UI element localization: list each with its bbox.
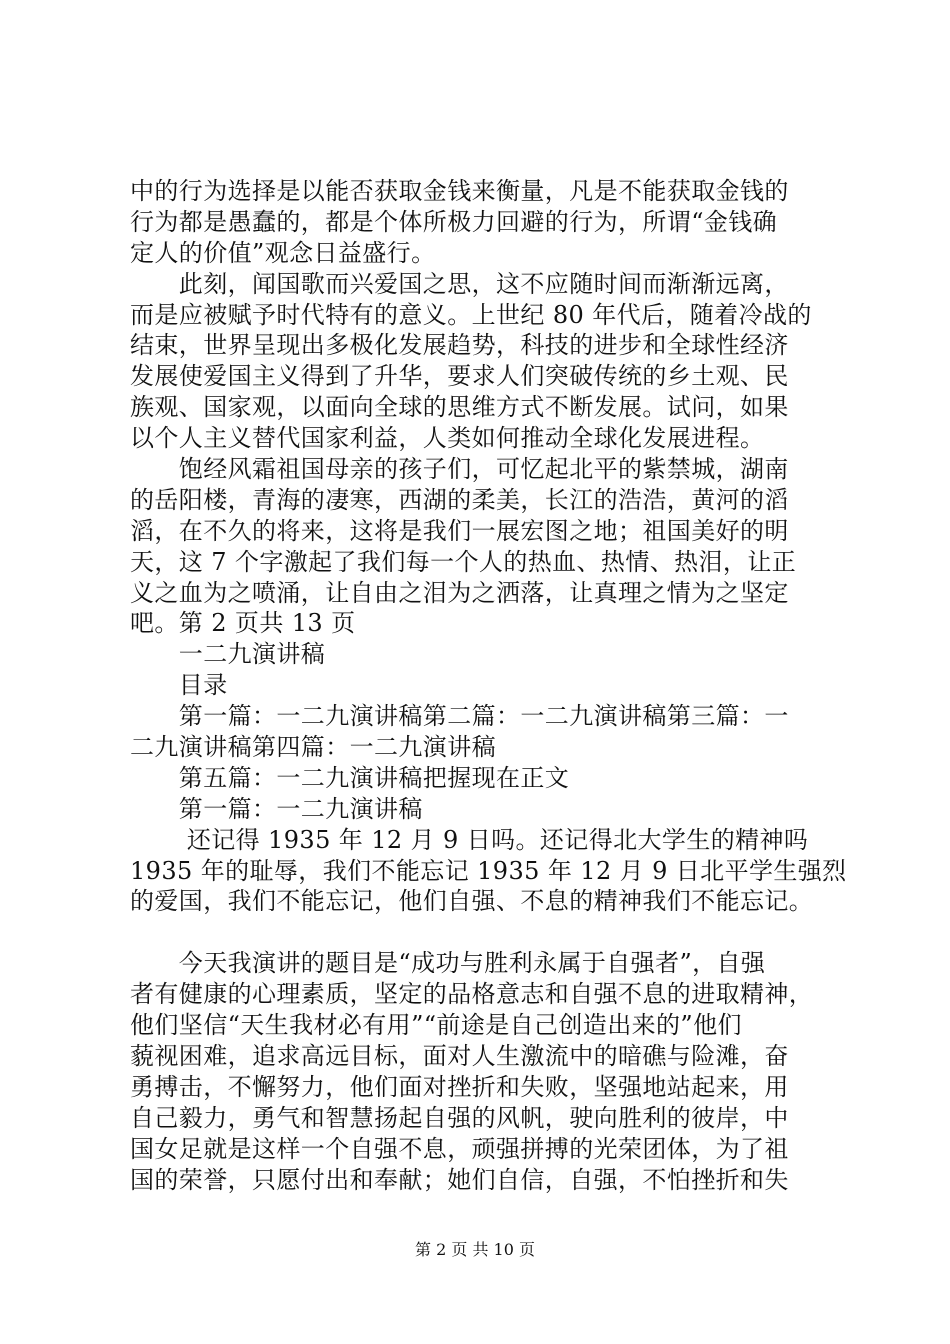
paragraph-gap — [130, 917, 835, 948]
text-line: 的爱国，我们不能忘记，他们自强、不息的精神我们不能忘记。 — [130, 887, 814, 916]
text-line: 中的行为选择是以能否获取金钱来衡量，凡是不能获取金钱的 — [130, 177, 789, 205]
text-line: 以个人主义替代国家利益，人类如何推动全球化发展进程。 — [130, 424, 765, 453]
text-line: 还记得 1935 年 12 月 9 日吗。还记得北大学生的精神吗 — [130, 825, 809, 854]
text-line: 自己毅力，勇气和智慧扬起自强的风帆，驶向胜利的彼岸，中 — [130, 1103, 789, 1132]
text-line: 他们坚信“天生我材必有用”“前途是自己创造出来的”他们 — [130, 1011, 742, 1040]
text-line: 天，这 7 个字激起了我们每一个人的热血、热情、热泪，让正 — [130, 547, 797, 576]
text-line: 滔，在不久的将来，这将是我们一展宏图之地；祖国美好的明 — [130, 516, 789, 545]
text-line: 义之血为之喷涌，让自由之泪为之洒落，让真理之情为之坚定 — [130, 578, 789, 607]
text-line: 而是应被赋予时代特有的意义。上世纪 80 年代后，随着冷战的 — [130, 300, 812, 329]
text-line: 国女足就是这样一个自强不息，顽强拼搏的光荣团体，为了祖 — [130, 1134, 789, 1163]
text-line: 行为都是愚蠢的，都是个体所极力回避的行为，所谓“金钱确 — [130, 207, 778, 236]
text-line: 藐视困难，追求高远目标，面对人生激流中的暗礁与险滩，奋 — [130, 1041, 789, 1070]
text-line: 吧。第 2 页共 13 页 — [130, 609, 356, 638]
body-text — [130, 176, 847, 1195]
text-line: 发展使爱国主义得到了升华，要求人们突破传统的乡土观、民 — [130, 362, 789, 391]
text-line: 者有健康的心理素质，坚定的品格意志和自强不息的进取精神， — [130, 980, 814, 1009]
chapter-heading: 第一篇：一二九演讲稿 — [130, 794, 423, 823]
section-heading: 一二九演讲稿 — [130, 640, 326, 669]
text-line: 结束，世界呈现出多极化发展趋势，科技的进步和全球性经济 — [130, 331, 789, 360]
text-line: 此刻，闻国歌而兴爱国之思，这不应随时间而渐渐远离， — [130, 269, 789, 298]
toc-entry: 第五篇：一二九演讲稿把握现在正文 — [130, 763, 570, 792]
text-line: 1935 年的耻辱，我们不能忘记 1935 年 12 月 9 日北平学生强烈 — [130, 856, 847, 885]
page-footer: 第 2 页 共 10 页 — [415, 1240, 535, 1259]
text-line: 今天我演讲的题目是“成功与胜利永属于自强者”，自强 — [130, 949, 766, 978]
text-line: 国的荣誉，只愿付出和奉献；她们自信，自强，不怕挫折和失 — [130, 1165, 789, 1194]
text-line: 族观、国家观，以面向全球的思维方式不断发展。试问，如果 — [130, 393, 789, 422]
text-line: 定人的价值”观念日益盛行。 — [130, 238, 436, 267]
toc-heading: 目录 — [130, 671, 228, 700]
text-line: 勇搏击，不懈努力，他们面对挫折和失败，坚强地站起来，用 — [130, 1072, 789, 1101]
toc-entry: 第一篇：一二九演讲稿第二篇：一二九演讲稿第三篇：一 — [130, 702, 789, 731]
toc-entry: 二九演讲稿第四篇：一二九演讲稿 — [130, 733, 496, 762]
text-line: 的岳阳楼，青海的凄寒，西湖的柔美，长江的浩浩，黄河的滔 — [130, 485, 789, 514]
text-line: 饱经风霜祖国母亲的孩子们，可忆起北平的紫禁城，湖南 — [130, 455, 789, 484]
